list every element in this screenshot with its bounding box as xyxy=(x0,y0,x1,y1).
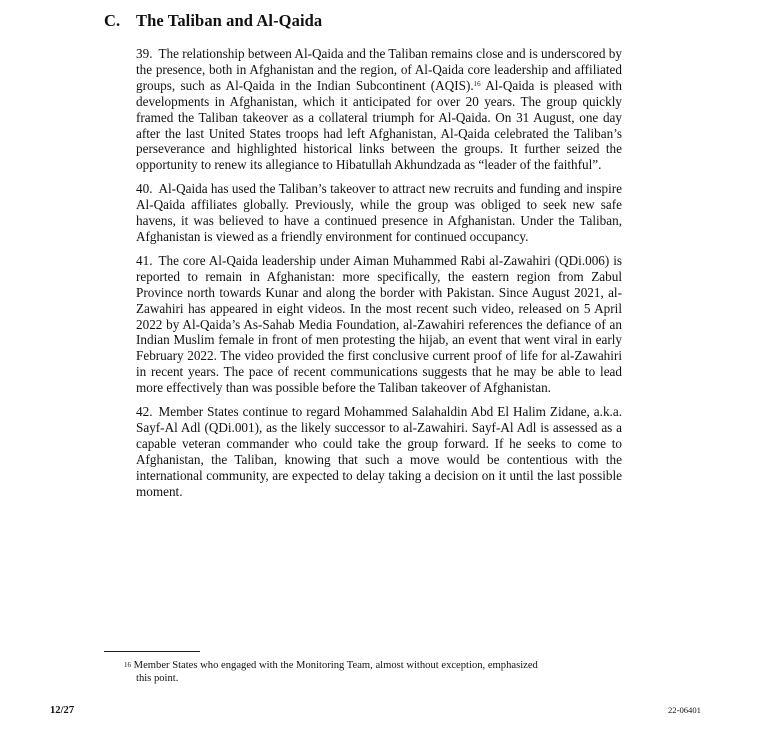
footnote-16 xyxy=(124,659,620,685)
paragraph-text: The core Al-Qaida leadership under Aiman Muhammed Rabi al-Zawahiri (QDi.006) is reported to remain in Afghanistan: more specifically, the eastern region from Zabul Province north towards Kunar and along the border with Pakistan. Since August 2021, al-Zawahiri has appeared in eight videos. In the most recent such video, released on 5 April 2022 by Al-Qaida’s As-Sahab Media Foundation, al-Zawahiri references the defiance of an Indian Muslim female in front of men protesting the hijab, an event that went viral in early February 2022. The video provided the first conclusive current proof of life for al-Zawahiri in recent years. The pace of recent communications suggests that he may be able to lead more effectively than was possible before the Taliban takeover of Afghanistan. xyxy=(136,252,622,396)
paragraph-42 xyxy=(136,404,622,499)
footnote-text-line2: this point. xyxy=(136,673,179,684)
paragraph-text: Al-Qaida has used the Taliban’s takeover to attract new recruits and funding and inspire Al-Qaida affiliates globally. Previously, while the group was obliged to seek new safe havens, it was believed to have a continued presence in Afghanistan. Under the Taliban, Afghanistan is viewed as a friendly environment for continued occupancy. xyxy=(136,181,622,244)
footnote-mark: 16 xyxy=(124,661,131,669)
footnote-divider xyxy=(104,651,200,652)
paragraph-number: 39. xyxy=(136,46,153,61)
paragraph-40 xyxy=(136,181,622,245)
section-heading xyxy=(104,11,322,31)
paragraph-text: The relationship between Al-Qaida and the Taliban remains close and is underscored by the presence, both in Afghanistan and the region, of Al-Qaida core leadership and affiliated groups, such as Al-Qaida in the Indian Subcontinent (AQIS). xyxy=(136,46,622,93)
footnote-reference[interactable]: 16 xyxy=(473,79,481,88)
paragraph-number: 40. xyxy=(136,181,153,197)
section-title: The Taliban and Al-Qaida xyxy=(136,11,323,30)
page-number: 12/27 xyxy=(50,705,75,716)
paragraph-39 xyxy=(136,46,622,173)
body-column xyxy=(136,46,622,507)
paragraph-number: 42. xyxy=(136,404,153,420)
document-code: 22-06401 xyxy=(668,705,701,715)
section-letter: C. xyxy=(104,11,121,30)
paragraph-41 xyxy=(136,253,622,396)
paragraph-text-continued: Al-Qaida is pleased with developments in Afghanistan, which it anticipated for over 20 years. The group quickly framed the Taliban takeover as a collateral triumph for Al-Qaida. On 31 August, one day after the last United States troops had left Afghanistan, Al-Qaida celebrated the Taliban’s perseverance and highlighted historical links between the groups. It further seized the opportunity to renew its allegiance to Hibatullah Akhundzada as “leader of the faithful”. xyxy=(136,77,623,173)
footnote-text-line1: Member States who engaged with the Monitoring Team, almost without exception, emphasized xyxy=(133,660,538,671)
paragraph-text: Member States continue to regard Mohammed Salahaldin Abd El Halim Zidane, a.k.a. Sayf-Al Adl (QDi.001), as the likely successor to al-Zawahiri. Sayf-Al Adl is assessed as a capable veteran commander who could take the group forward. If he seeks to come to Afghanistan, the Taliban, knowing that such a move would be contentious with the international community, are expected to delay taking a decision on it until the last possible moment. xyxy=(136,404,622,499)
paragraph-number: 41. xyxy=(136,252,153,268)
